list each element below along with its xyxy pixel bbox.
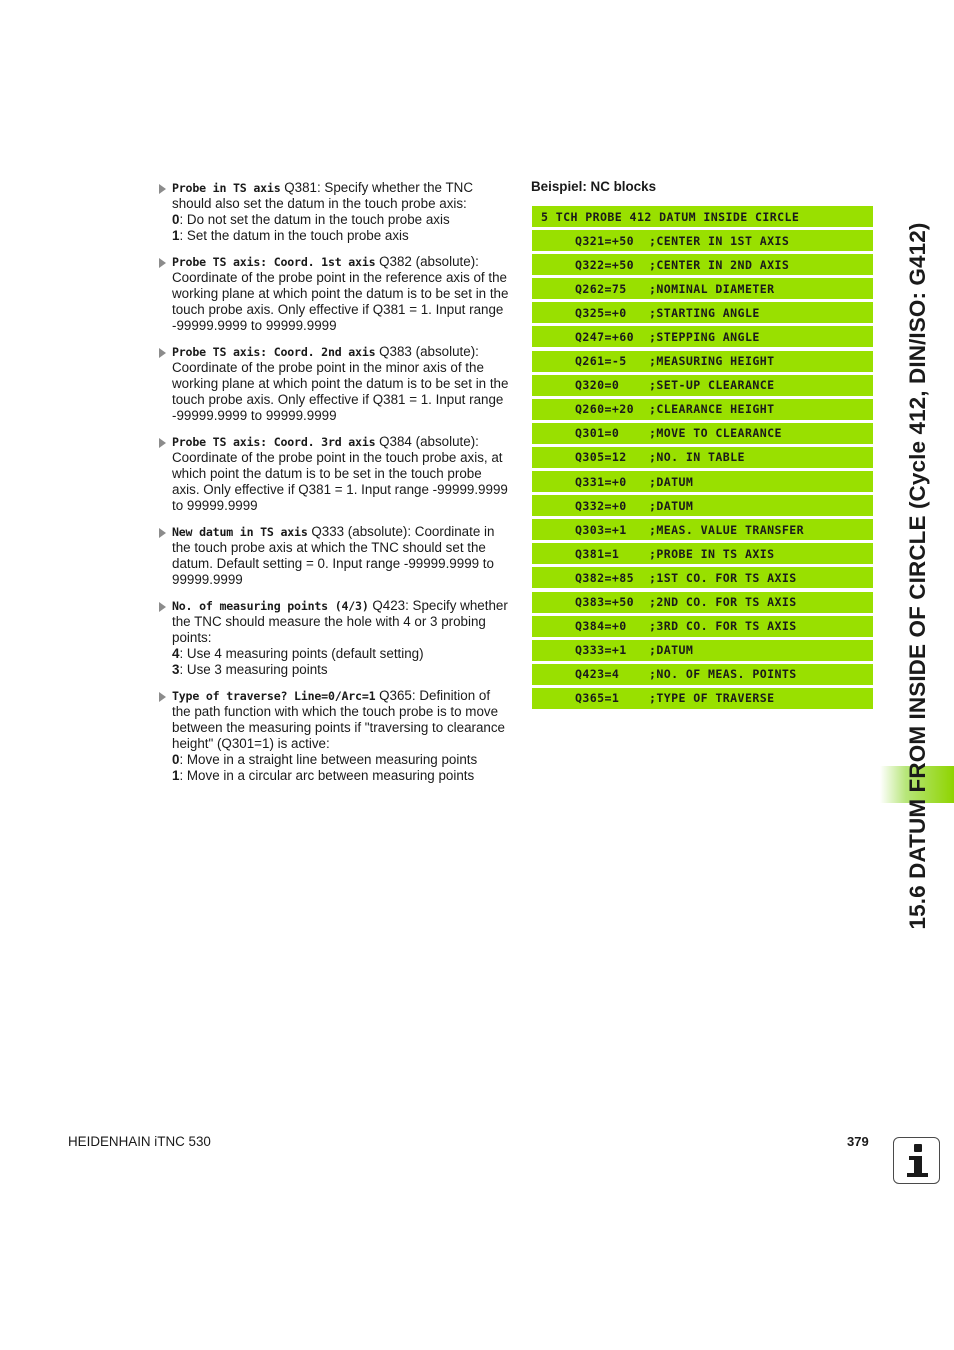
nc-line <box>532 447 873 468</box>
nc-parameter: Q260=+20 <box>575 402 635 417</box>
parameter-item <box>158 254 510 334</box>
page-number: 379 <box>847 1134 869 1149</box>
parameter-option <box>172 752 510 768</box>
nc-comment: ;3RD CO. FOR TS AXIS <box>649 619 797 634</box>
triangle-bullet-icon <box>159 528 166 538</box>
parameter-code: New datum in TS axis <box>172 524 308 539</box>
nc-comment: ;MOVE TO CLEARANCE <box>649 426 782 441</box>
nc-comment: ;DATUM <box>649 474 694 489</box>
parameter-item <box>158 180 510 244</box>
triangle-bullet-icon <box>159 438 166 448</box>
parameter-option <box>172 646 510 662</box>
option-text: : Do not set the datum in the touch probe axis <box>179 212 450 228</box>
option-text: : Use 3 measuring points <box>179 662 328 678</box>
option-key: 1 <box>172 768 180 784</box>
nc-parameter: Q261=-5 <box>575 354 627 369</box>
nc-line <box>532 375 873 396</box>
nc-parameter: Q381=1 <box>575 546 620 561</box>
nc-parameter: Q321=+50 <box>575 233 635 248</box>
parameter-option <box>172 768 510 784</box>
parameter-code: Probe TS axis: Coord. 3rd axis <box>172 434 376 449</box>
example-title: Beispiel: NC blocks <box>531 179 657 194</box>
parameter-description: Q333 (absolute): Coordinate in the touch probe axis at which the TNC should set the datum. Default setting = 0. Input range -99999.9999 to 99999.9999 <box>172 523 495 588</box>
parameter-item <box>158 688 510 785</box>
nc-parameter: Q305=12 <box>575 450 627 465</box>
option-key: 0 <box>172 752 180 767</box>
nc-line <box>532 495 873 516</box>
parameter-list <box>158 180 510 794</box>
nc-comment: ;NO. OF MEAS. POINTS <box>649 667 797 682</box>
side-title: 15.6 DATUM FROM INSIDE OF CIRCLE (Cycle 412, DIN/ISO: G412) <box>905 222 930 930</box>
nc-line <box>532 230 873 251</box>
option-text: : Move in a straight line between measuring points <box>179 752 478 767</box>
nc-line <box>532 399 873 420</box>
parameter-description: Q384 (absolute): Coordinate of the probe point in the touch probe axis, at which point the datum is to be set in the touch probe axis. Only effective if Q381 = 1. Input range -99999.9999 to 99999.9999 <box>172 433 508 514</box>
triangle-bullet-icon <box>159 258 166 268</box>
nc-parameter: Q247=+60 <box>575 329 635 344</box>
parameter-description: Q365: Definition of the path function with which the touch probe is to move between the measuring points if "traversing to clearance height" (Q301=1) is active: <box>172 687 506 751</box>
parameter-item <box>158 524 510 588</box>
nc-line <box>532 640 873 661</box>
nc-line <box>532 543 873 564</box>
nc-comment: ;CENTER IN 1ST AXIS <box>649 233 790 248</box>
nc-parameter: Q384=+0 <box>575 619 627 634</box>
option-text: : Set the datum in the touch probe axis <box>179 228 409 244</box>
nc-parameter: Q322=+50 <box>575 257 635 272</box>
nc-comment: ;CLEARANCE HEIGHT <box>649 402 775 417</box>
nc-line <box>532 664 873 685</box>
nc-line <box>532 688 873 709</box>
nc-comment: ;NOMINAL DIAMETER <box>649 281 775 296</box>
parameter-code: No. of measuring points (4/3) <box>172 598 369 613</box>
nc-line <box>532 423 873 444</box>
nc-line <box>532 351 873 372</box>
option-key: 0 <box>172 212 180 228</box>
parameter-code: Probe TS axis: Coord. 1st axis <box>172 254 376 269</box>
nc-line <box>532 592 873 613</box>
parameter-code: Type of traverse? Line=0/Arc=1 <box>172 688 376 703</box>
nc-comment: ;MEAS. VALUE TRANSFER <box>649 522 804 537</box>
nc-comment: ;2ND CO. FOR TS AXIS <box>649 595 797 609</box>
footer-manual-name: HEIDENHAIN iTNC 530 <box>68 1134 211 1149</box>
parameter-description: Q382 (absolute): Coordinate of the probe point in the reference axis of the working plane at which point the datum is to be set in the touch probe axis. Only effective if Q381 = 1. Input range -99999.9999 to 99999.9999 <box>172 253 509 334</box>
nc-parameter: Q333=+1 <box>575 643 627 658</box>
nc-comment: ;PROBE IN TS AXIS <box>649 546 775 561</box>
nc-comment: ;TYPE OF TRAVERSE <box>649 691 775 706</box>
parameter-description: Q383 (absolute): Coordinate of the probe point in the minor axis of the working plane at which point the datum is to be set in the touch probe axis. Only effective if Q381 = 1. Input range -99999.9999 to 99999.9999 <box>172 343 509 424</box>
parameter-description: Q381: Specify whether the TNC should also set the datum in the touch probe axis: <box>172 180 474 212</box>
parameter-code: Probe TS axis: Coord. 2nd axis <box>172 344 376 359</box>
nc-line <box>532 567 873 588</box>
nc-comment: ;MEASURING HEIGHT <box>649 354 775 369</box>
nc-comment: ;STARTING ANGLE <box>649 305 760 320</box>
triangle-bullet-icon <box>159 348 166 358</box>
nc-comment: ;DATUM <box>649 498 694 513</box>
option-text: : Move in a circular arc between measuring points <box>179 768 475 784</box>
nc-comment: ;DATUM <box>649 643 694 658</box>
nc-line <box>532 519 873 540</box>
nc-parameter: Q382=+85 <box>575 570 635 585</box>
nc-parameter: Q423=4 <box>575 667 620 682</box>
nc-parameter: Q331=+0 <box>575 474 627 489</box>
nc-comment: ;1ST CO. FOR TS AXIS <box>649 570 797 585</box>
parameter-item <box>158 344 510 424</box>
nc-block-list <box>532 206 873 712</box>
option-key: 3 <box>172 662 180 678</box>
parameter-item <box>158 434 510 514</box>
option-text: : Use 4 measuring points (default setting) <box>179 645 424 661</box>
parameter-code: Probe in TS axis <box>172 181 281 195</box>
nc-parameter: Q262=75 <box>575 281 627 296</box>
nc-parameter: Q301=0 <box>575 426 620 441</box>
nc-parameter: Q303=+1 <box>575 522 627 537</box>
parameter-item <box>158 598 510 678</box>
nc-parameter: Q320=0 <box>575 378 620 393</box>
nc-header-line: 5 TCH PROBE 412 DATUM INSIDE CIRCLE <box>532 206 873 227</box>
nc-parameter: Q383=+50 <box>575 595 635 609</box>
option-key: 4 <box>172 645 180 661</box>
info-icon <box>893 1137 940 1184</box>
nc-line <box>532 471 873 492</box>
nc-line <box>532 254 873 275</box>
nc-comment: ;CENTER IN 2ND AXIS <box>649 257 790 272</box>
nc-parameter: Q365=1 <box>575 691 620 706</box>
parameter-option <box>172 212 510 228</box>
nc-comment: ;STEPPING ANGLE <box>649 329 760 344</box>
nc-comment: ;NO. IN TABLE <box>649 450 745 465</box>
parameter-option <box>172 228 510 244</box>
parameter-description: Q423: Specify whether the TNC should measure the hole with 4 or 3 probing points: <box>172 597 508 645</box>
nc-line <box>532 302 873 323</box>
nc-line <box>532 616 873 637</box>
triangle-bullet-icon <box>159 184 166 194</box>
option-key: 1 <box>172 228 180 244</box>
nc-line <box>532 326 873 347</box>
triangle-bullet-icon <box>159 602 166 612</box>
nc-comment: ;SET-UP CLEARANCE <box>649 378 775 393</box>
nc-parameter: Q325=+0 <box>575 305 627 320</box>
nc-parameter: Q332=+0 <box>575 498 627 513</box>
nc-line <box>532 278 873 299</box>
parameter-option <box>172 662 510 678</box>
triangle-bullet-icon <box>159 692 166 702</box>
